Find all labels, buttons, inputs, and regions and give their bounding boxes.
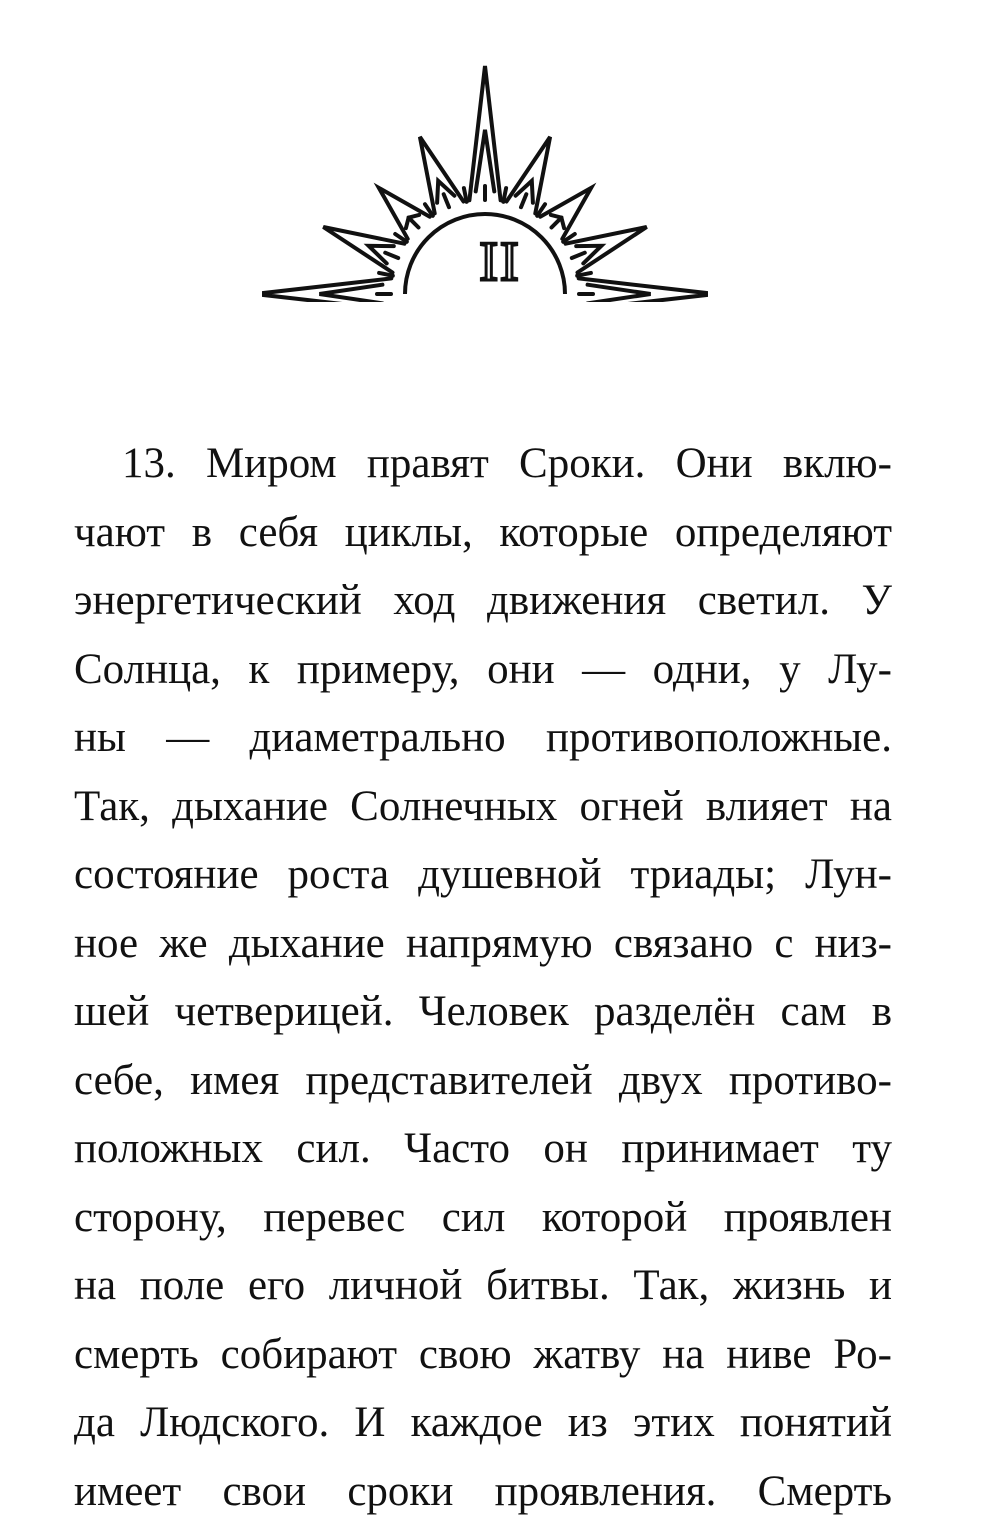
sun-ray (507, 137, 551, 214)
text-line: смерть собирают свою жатву на ниве Ро- (74, 1321, 892, 1390)
text-line: да Людского. И каждое из этих понятий (74, 1389, 892, 1458)
text-line: ное же дыхание напрямую связано с низ- (74, 910, 892, 979)
text-line: положных сил. Часто он принимает ту (74, 1115, 892, 1184)
sun-dash (409, 218, 419, 228)
text-line: сторону, перевес сил которой проявлен (74, 1184, 892, 1253)
body-paragraph (74, 430, 892, 1526)
text-line: состояние роста душевной триады; Лун- (74, 841, 892, 910)
text-line: Солнца, к примеру, они — одни, у Лу- (74, 636, 892, 705)
text-line: Так, дыхание Солнечных огней влияет на (74, 773, 892, 842)
chapter-number: II (0, 232, 1000, 292)
text-line: имеет свои сроки проявления. Смерть (74, 1458, 892, 1526)
text-line: ны — диаметрально противоположные. (74, 704, 892, 773)
sun-dash (503, 188, 506, 202)
sun-dash (444, 194, 449, 207)
text-line: энергетический ход движения светил. У (74, 567, 892, 636)
sun-ray (420, 137, 464, 214)
text-line: чают в себя циклы, которые определяют (74, 499, 892, 568)
sun-dash (521, 194, 526, 207)
text-line: на поле его личной битвы. Так, жизнь и (74, 1252, 892, 1321)
text-line: шей четверицей. Человек разделён сам в (74, 978, 892, 1047)
sun-dash (464, 188, 467, 202)
text-line: себе, имея представителей двух противо- (74, 1047, 892, 1116)
text-line: 13. Миром правят Сроки. Они вклю- (74, 430, 892, 499)
sun-dash (552, 218, 562, 228)
